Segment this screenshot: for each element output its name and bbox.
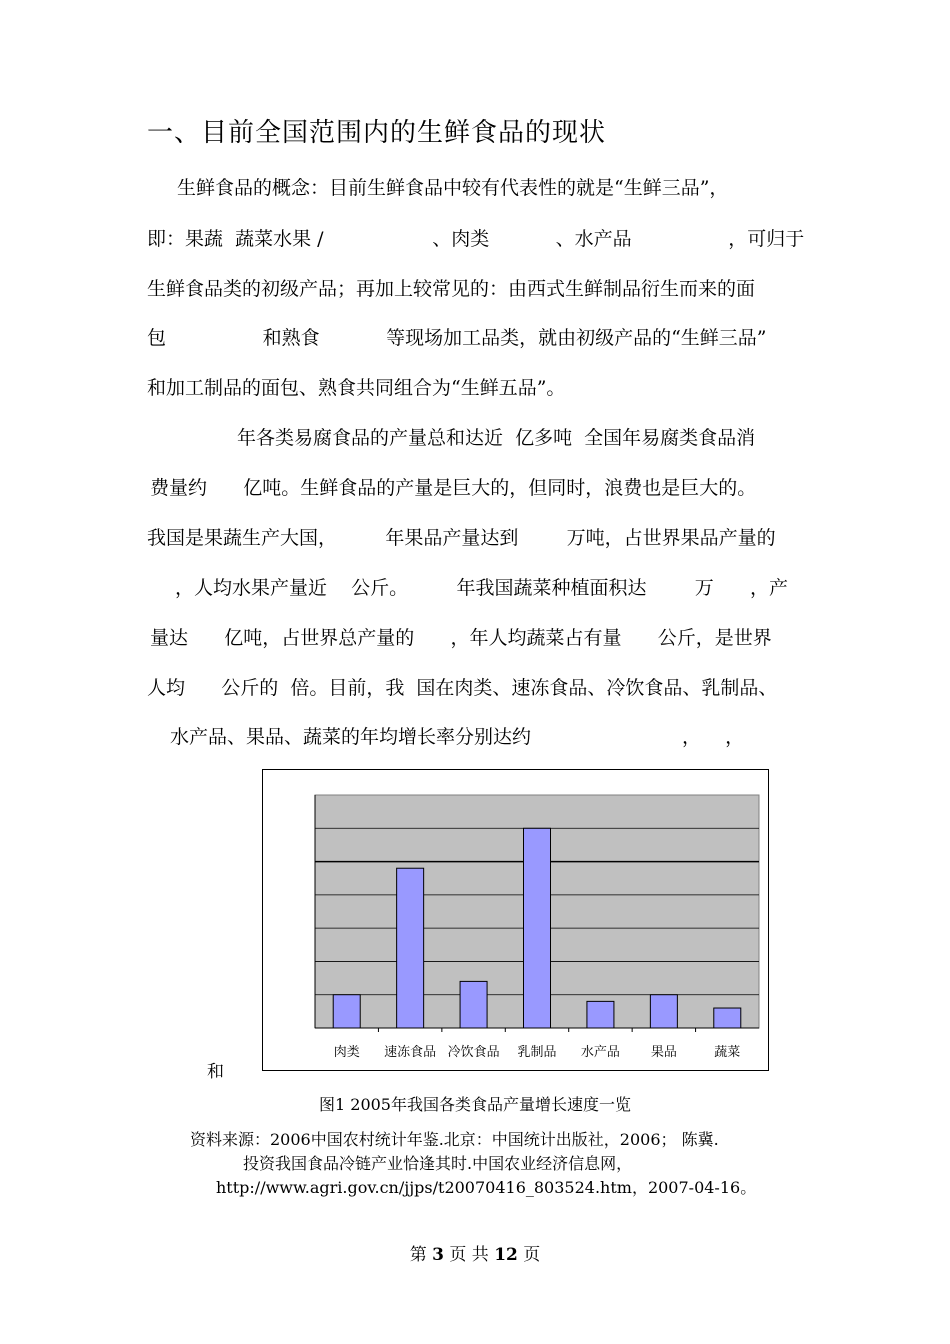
x-tick-label: 果品 [650, 1045, 677, 1060]
paragraph-line: 费量约 亿吨。生鲜食品的产量是巨大的，但同时，浪费也是巨大的。 [150, 477, 757, 499]
page-footer [0, 1240, 950, 1265]
bar-1 [333, 995, 360, 1028]
bar-chart [263, 770, 768, 1070]
paragraph-line: ，人均水果产量近 公斤。 年我国蔬菜种植面积达 万 ，产 [175, 577, 789, 599]
bar-4 [524, 828, 551, 1028]
paragraph-line: 包 和熟食 等现场加工品类，就由初级产品的“生鲜三品” [147, 327, 767, 349]
paragraph-line: 即：果蔬 蔬菜水果 / 、肉类 、水产品 ，可归于 [147, 228, 805, 250]
x-tick-label: 乳制品 [517, 1045, 557, 1060]
x-tick-label: 肉类 [333, 1045, 360, 1060]
paragraph-line: 生鲜食品类的初级产品；再加上较常见的：由西式生鲜制品衍生而来的面 [147, 278, 756, 300]
paragraph-line: 人均 公斤的 倍。目前，我 国在肉类、速冻食品、冷饮食品、乳制品、 [147, 677, 778, 699]
paragraph-line: 生鲜食品的概念：目前生鲜食品中较有代表性的就是“生鲜三品”， [177, 177, 729, 199]
footer-prefix: 第 [409, 1245, 427, 1265]
source-line: 资料来源：2006中国农村统计年鉴.北京：中国统计出版社，2006； 陈冀. [190, 1130, 719, 1149]
paragraph-line: 年各类易腐食品的产量总和达近 亿多吨 全国年易腐类食品消 [237, 427, 756, 449]
bar-5 [587, 1001, 614, 1028]
trailing-text: 和 [207, 1062, 224, 1082]
bar-6 [650, 995, 677, 1028]
bar-2 [397, 868, 424, 1028]
bar-7 [714, 1008, 741, 1028]
footer-page-number: 3 [432, 1245, 444, 1265]
x-tick-label: 冷饮食品 [447, 1045, 500, 1060]
source-line: 投资我国食品冷链产业恰逢其时.中国农业经济信息网， [243, 1154, 633, 1173]
bar-3 [460, 981, 487, 1028]
footer-page-total: 12 [494, 1245, 518, 1265]
x-tick-label: 水产品 [580, 1045, 620, 1060]
paragraph-line: 我国是果蔬生产大国， 年果品产量达到 万吨，占世界果品产量的 [147, 527, 776, 549]
footer-suffix: 页 [523, 1245, 541, 1265]
paragraph-line: 水产品、果品、蔬菜的年均增长率分别达约 ， ， [170, 726, 745, 748]
paragraph-line: 和加工制品的面包、熟食共同组合为“生鲜五品”。 [147, 377, 566, 399]
x-tick-label: 蔬菜 [714, 1045, 741, 1060]
source-line: http://www.agri.gov.cn/jjps/t20070416_803524.htm，2007-04-16。 [216, 1178, 757, 1197]
x-tick-label: 速冻食品 [384, 1045, 437, 1060]
paragraph-line: 量达 亿吨，占世界总产量的 ，年人均蔬菜占有量 公斤，是世界 [150, 627, 772, 649]
chart-frame [262, 769, 769, 1071]
footer-mid: 页 共 [449, 1245, 489, 1265]
figure-caption: 图1 2005年我国各类食品产量增长速度一览 [319, 1095, 631, 1114]
section-heading: 一、目前全国范围内的生鲜食品的现状 [147, 118, 607, 148]
